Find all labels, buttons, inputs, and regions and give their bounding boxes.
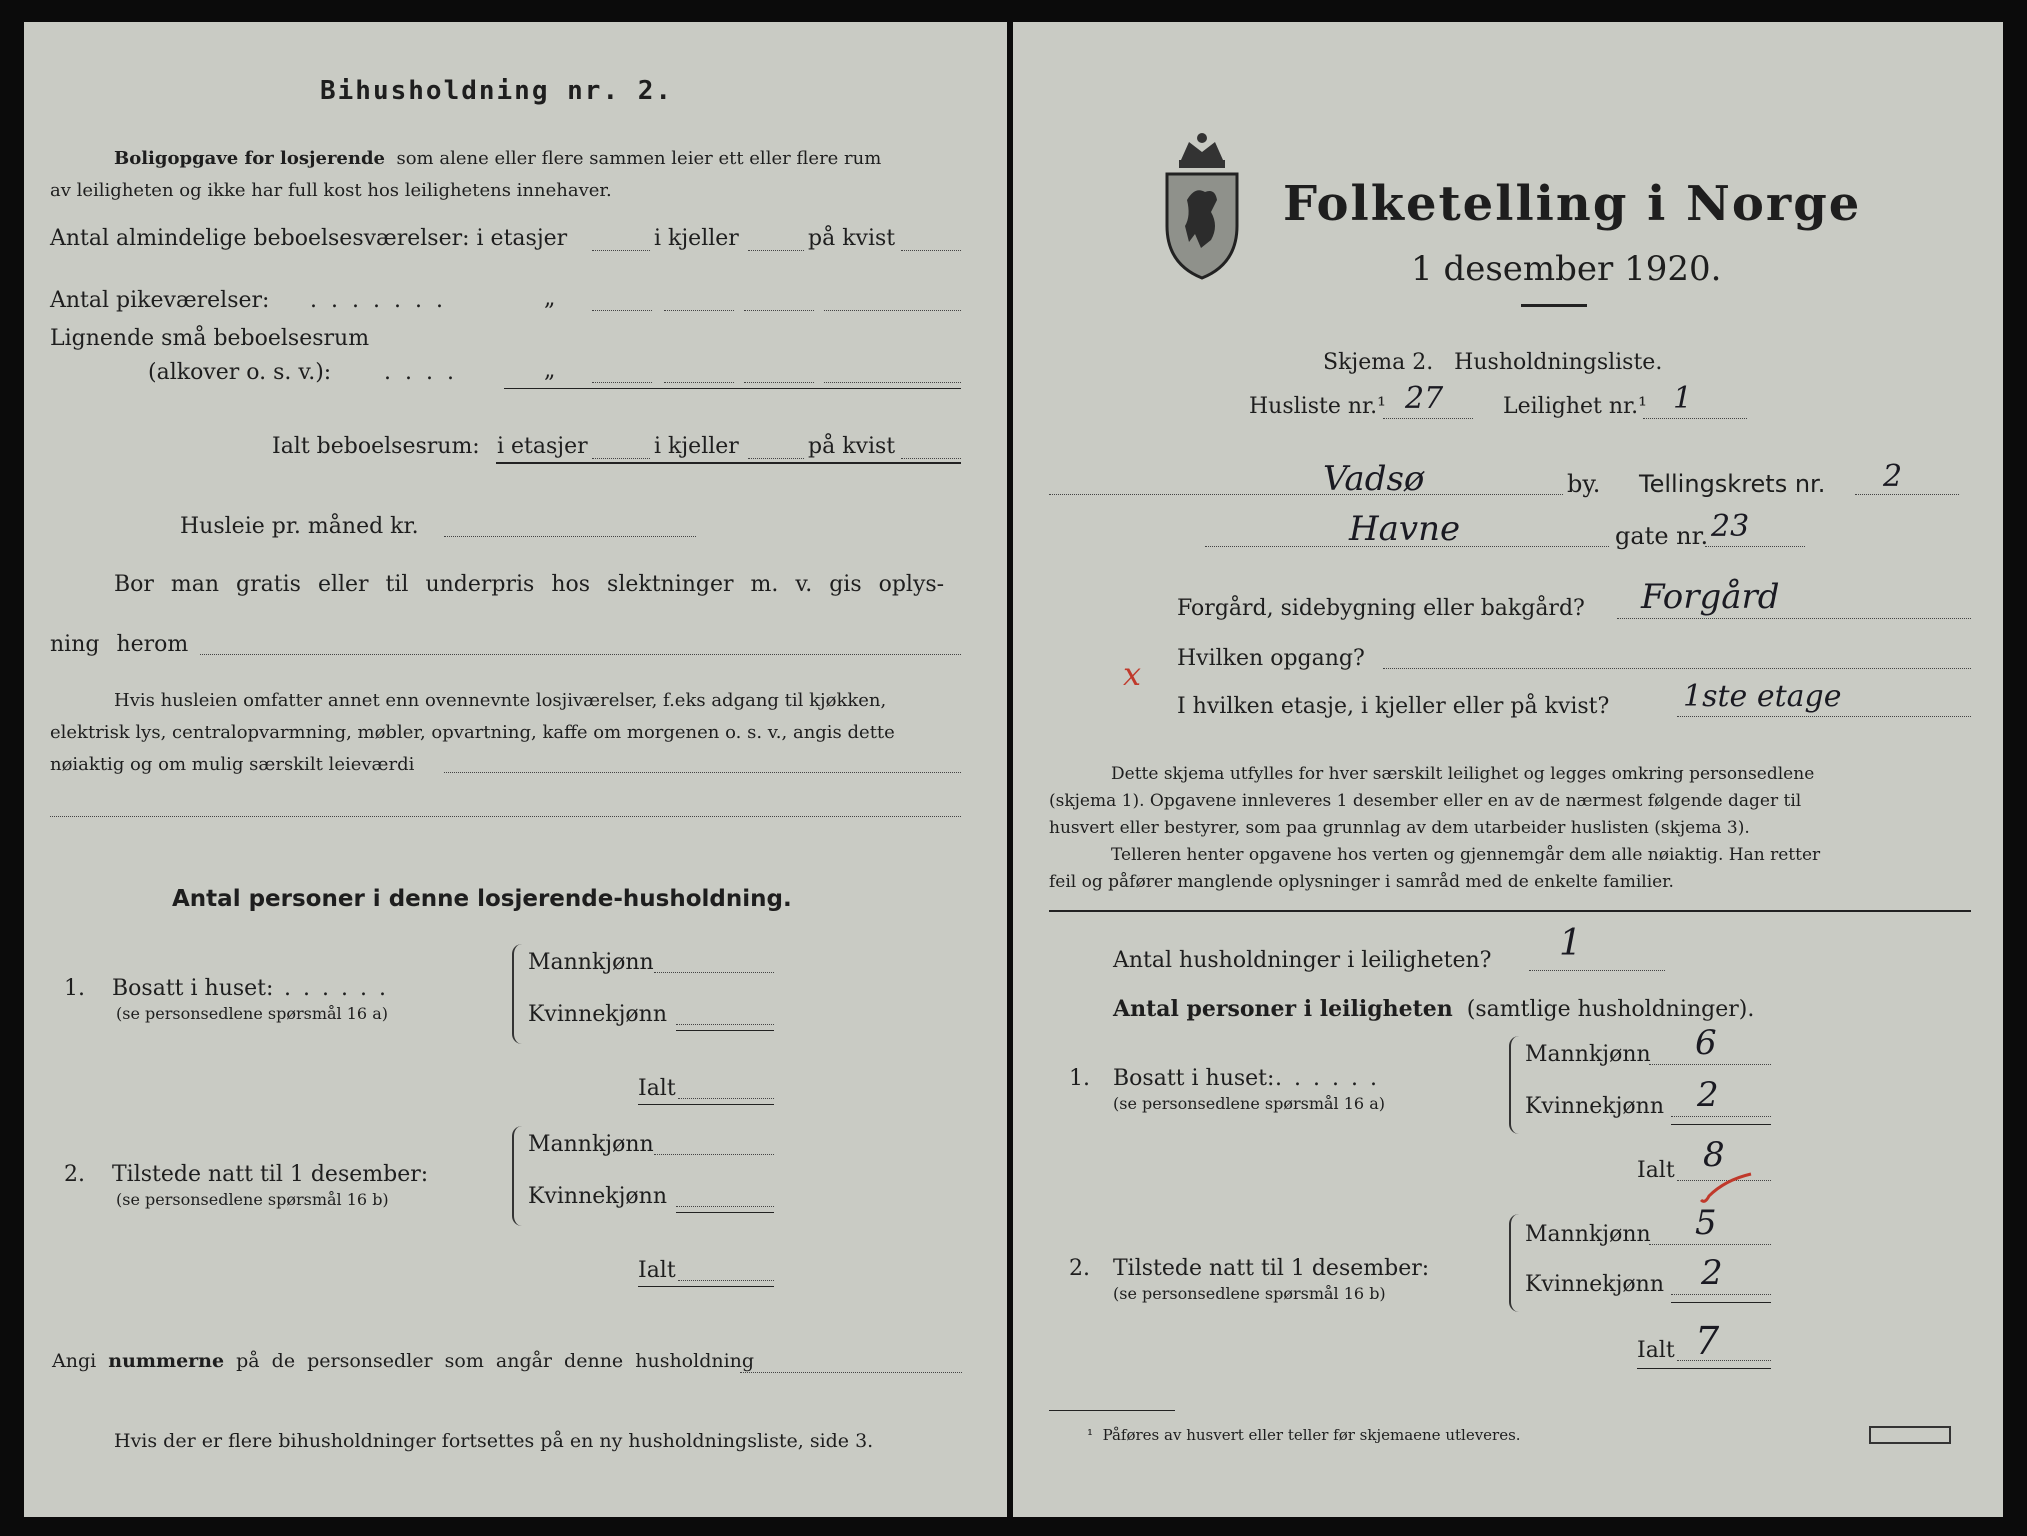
etasje-value: 1ste etage <box>1683 679 1842 714</box>
tilstede-sum-rule <box>676 1212 774 1213</box>
bosatt-ialt-line <box>678 1098 774 1099</box>
leilighet-label: Leilighet nr.¹ <box>1503 394 1647 419</box>
bor-line <box>200 654 961 655</box>
printer-stamp-icon <box>1869 1426 1951 1444</box>
bosatt-sum-rule <box>676 1030 774 1031</box>
tilstede-ialt-rule <box>638 1286 774 1287</box>
pike-line-3 <box>744 310 814 311</box>
rooms-kvist-label: på kvist <box>808 226 896 251</box>
ialt-kjeller-line <box>748 458 804 459</box>
r-bosatt-ialt-label: Ialt <box>1637 1158 1675 1183</box>
gate-value: Havne <box>1349 509 1461 549</box>
lignende-line-1 <box>592 382 652 383</box>
gate-label: gate nr. <box>1615 522 1709 550</box>
angi-fill-line <box>740 1372 962 1373</box>
tilstede-brace <box>512 1126 522 1226</box>
krets-line <box>1855 494 1959 495</box>
r-tilstede-mann-value: 5 <box>1695 1203 1717 1243</box>
title-rule <box>1521 304 1587 307</box>
rooms-kjeller-label: i kjeller <box>654 226 739 251</box>
tilstede-kvinne-line <box>676 1206 774 1207</box>
r-bosatt-kvinne-value: 2 <box>1697 1075 1719 1115</box>
info-line2: (skjema 1). Opgavene innleveres 1 desember eller en av de nærmest følgende dager til <box>1049 791 1802 811</box>
by-value: Vadsø <box>1323 459 1425 499</box>
krets-value: 2 <box>1883 459 1903 494</box>
r-tilstede-brace <box>1509 1214 1519 1312</box>
rooms-label: Antal almindelige beboelsesværelser: i etasjer <box>50 226 568 251</box>
r-tilstede-mann-label: Mannkjønn <box>1525 1222 1651 1247</box>
r-tilstede-sum-rule <box>1671 1302 1771 1303</box>
left-page-bihusholdning <box>24 22 1007 1517</box>
husliste-line <box>1383 418 1473 419</box>
gate-nr-value: 23 <box>1711 509 1750 544</box>
info-line3: husvert eller bestyrer, som paa grunnlag av dem utarbeider huslisten (skjema 3). <box>1049 818 1750 838</box>
bosatt-ialt-label: Ialt <box>638 1076 676 1101</box>
rooms-kvist-line <box>901 250 961 251</box>
bosatt-mann-label: Mannkjønn <box>528 950 654 975</box>
r-tilstede-sub: (se personsedlene spørsmål 16 b) <box>1113 1284 1386 1303</box>
hush-label: Antal husholdninger i leiligheten? <box>1113 948 1492 973</box>
tilstede-number: 2. <box>64 1162 85 1187</box>
left-footer: Hvis der er flere bihusholdninger fortsettes på en ny husholdningsliste, side 3. <box>114 1430 874 1452</box>
r-bosatt-mann-label: Mannkjønn <box>1525 1042 1651 1067</box>
bosatt-brace <box>512 944 522 1044</box>
left-intro-line2: av leiligheten og ikke har full kost hos leilighetens innehaver. <box>50 180 612 201</box>
bosatt-dots: ...... <box>284 976 398 1001</box>
info-line4: Telleren henter opgavene hos verten og gjennemgår dem alle nøiaktig. Han retter <box>1111 845 1821 865</box>
r-tilstede-ialt-line <box>1677 1360 1771 1361</box>
lignende-line-2 <box>664 382 734 383</box>
etasje-line <box>1677 716 1971 717</box>
tilstede-label: Tilstede natt til 1 desember: <box>112 1162 429 1187</box>
angi-line: Angi nummerne på de personsedler som angår denne husholdning <box>52 1350 755 1372</box>
persons-title: Antal personer i denne losjerende-husholdning. <box>172 886 792 912</box>
ialt-rooms-label: Ialt beboelsesrum: <box>272 434 480 459</box>
r-tilstede-ialt-value: 7 <box>1695 1319 1720 1363</box>
r-bosatt-brace <box>1509 1036 1519 1134</box>
lignende-line-3 <box>744 382 814 383</box>
tilstede-ialt-label: Ialt <box>638 1258 676 1283</box>
r-tilstede-number: 2. <box>1069 1256 1090 1281</box>
krets-label: Tellingskrets nr. <box>1639 470 1826 498</box>
hvis-line3: nøiaktig og om mulig særskilt leieværdi <box>50 754 415 775</box>
hvis-line1: Hvis husleien omfatter annet enn ovennevnte losjiværelser, f.eks adgang til kjøkken, <box>114 690 887 711</box>
lignende-label-2: (alkover o. s. v.): <box>148 360 332 385</box>
r-tilstede-label: Tilstede natt til 1 desember: <box>1113 1256 1430 1281</box>
ialt-etasjer-label: i etasjer <box>497 434 588 459</box>
hvis-line2: elektrisk lys, centralopvarmning, møbler, opvartning, kaffe om morgenen o. s. v., angis dette <box>50 722 895 743</box>
lignende-dots: .... <box>384 360 468 385</box>
ialt-rule <box>496 462 961 464</box>
info-line5: feil og påfører manglende oplysninger i samråd med de enkelte familier. <box>1049 872 1674 892</box>
lignende-sum-rule <box>504 388 961 389</box>
hush-value: 1 <box>1559 923 1582 964</box>
leilighet-value: 1 <box>1673 381 1693 416</box>
pike-line-1 <box>592 310 652 311</box>
bosatt-kvinne-label: Kvinnekjønn <box>528 1002 667 1027</box>
footnote: ¹ Påføres av husvert eller teller før skjemaene utleveres. <box>1087 1426 1521 1444</box>
by-label: by. <box>1567 470 1601 498</box>
pike-dots: ....... <box>310 288 457 313</box>
persons-heading: Antal personer i leiligheten (samtlige husholdninger). <box>1113 996 1755 1022</box>
bosatt-number: 1. <box>64 976 85 1001</box>
husliste-label: Husliste nr.¹ <box>1249 394 1386 419</box>
opgang-line <box>1383 668 1971 669</box>
forgard-label: Forgård, sidebygning eller bakgård? <box>1177 596 1585 621</box>
hush-line <box>1529 970 1665 971</box>
r-bosatt-sum-rule <box>1671 1124 1771 1125</box>
ialt-kvist-label: på kvist <box>808 434 896 459</box>
husleie-label: Husleie pr. måned kr. <box>180 514 419 539</box>
husliste-value: 27 <box>1405 381 1444 416</box>
gate-nr-line <box>1705 546 1805 547</box>
right-page-husholdningsliste <box>1013 22 2003 1517</box>
tilstede-sub: (se personsedlene spørsmål 16 b) <box>116 1190 389 1209</box>
bor-line2: ning herom <box>50 632 189 657</box>
r-bosatt-sub: (se personsedlene spørsmål 16 a) <box>1113 1094 1385 1113</box>
bosatt-label: Bosatt i huset: <box>112 976 274 1001</box>
pike-line-2 <box>664 310 734 311</box>
r-tilstede-kvinne-value: 2 <box>1701 1253 1723 1293</box>
hvis-line <box>444 772 961 773</box>
red-checkmark-icon <box>1697 1170 1757 1206</box>
r-tilstede-ialt-rule <box>1637 1368 1771 1369</box>
r-bosatt-kvinne-label: Kvinnekjønn <box>1525 1094 1664 1119</box>
r-bosatt-number: 1. <box>1069 1066 1090 1091</box>
info-rule <box>1049 910 1971 912</box>
footnote-rule <box>1049 1410 1175 1411</box>
forgard-value: Forgård <box>1641 577 1780 617</box>
r-tilstede-kvinne-line <box>1671 1294 1771 1295</box>
lignende-ditto: „ <box>544 358 556 383</box>
r-bosatt-kvinne-line <box>1671 1116 1771 1117</box>
husleie-line <box>444 536 696 537</box>
bosatt-sub: (se personsedlene spørsmål 16 a) <box>116 1004 388 1023</box>
forgard-line <box>1617 618 1971 619</box>
tilstede-ialt-line <box>678 1280 774 1281</box>
by-line <box>1049 494 1563 495</box>
ialt-kjeller-label: i kjeller <box>654 434 739 459</box>
left-title: Bihusholdning nr. 2. <box>320 76 674 106</box>
tilstede-mann-label: Mannkjønn <box>528 1132 654 1157</box>
norway-lion-crest-icon <box>1161 130 1243 282</box>
bosatt-kvinne-line <box>676 1024 774 1025</box>
opgang-red-mark: x <box>1123 655 1142 693</box>
r-bosatt-mann-value: 6 <box>1695 1023 1717 1063</box>
rooms-etasjer-line <box>592 250 650 251</box>
left-intro-line1: Boligopgave for losjerende som alene eller flere sammen leier ett eller flere rum <box>114 148 882 169</box>
etasje-label: I hvilken etasje, i kjeller eller på kvist? <box>1177 694 1610 719</box>
leilighet-line <box>1643 418 1747 419</box>
r-bosatt-dots: ...... <box>1275 1066 1389 1091</box>
lignende-line-4 <box>824 382 961 383</box>
bosatt-mann-line <box>654 972 774 973</box>
tilstede-kvinne-label: Kvinnekjønn <box>528 1184 667 1209</box>
info-line1: Dette skjema utfylles for hver særskilt leilighet og legges omkring personsedlene <box>1111 764 1815 784</box>
r-bosatt-label: Bosatt i huset: <box>1113 1066 1275 1091</box>
right-title: Folketelling i Norge <box>1283 176 1862 232</box>
rooms-kjeller-line <box>748 250 804 251</box>
ialt-etasjer-line <box>592 458 650 459</box>
pike-ditto: „ <box>544 286 556 311</box>
lignende-label-1: Lignende små beboelsesrum <box>50 326 370 351</box>
pike-line-4 <box>824 310 961 311</box>
opgang-label: Hvilken opgang? <box>1177 646 1365 671</box>
pike-label: Antal pikeværelser: <box>50 288 270 313</box>
r-tilstede-ialt-label: Ialt <box>1637 1338 1675 1363</box>
skjema-label: Skjema 2. Husholdningsliste. <box>1323 350 1663 375</box>
r-tilstede-kvinne-label: Kvinnekjønn <box>1525 1272 1664 1297</box>
right-date: 1 desember 1920. <box>1411 249 1722 289</box>
r-tilstede-mann-line <box>1649 1244 1771 1245</box>
r-bosatt-mann-line <box>1649 1064 1771 1065</box>
ialt-kvist-line <box>901 458 961 459</box>
bosatt-ialt-rule <box>638 1104 774 1105</box>
bor-line1: Bor man gratis eller til underpris hos slektninger m. v. gis oplys- <box>114 572 945 597</box>
hvis-extra-line <box>50 816 961 817</box>
tilstede-mann-line <box>654 1154 774 1155</box>
r-bosatt-ialt-value: 8 <box>1703 1135 1725 1175</box>
